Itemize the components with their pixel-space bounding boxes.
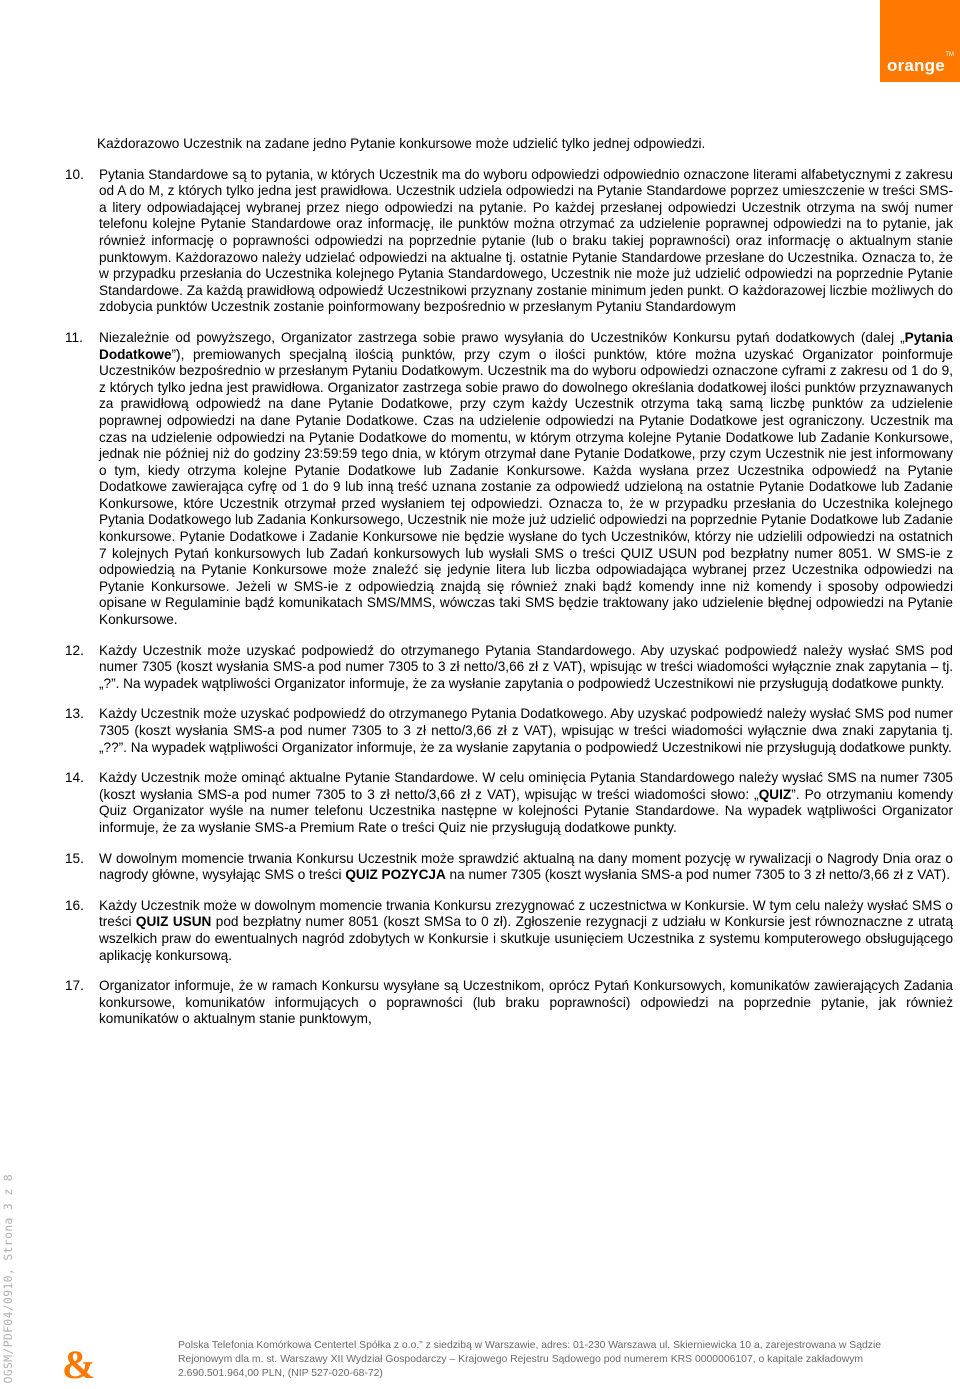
item-number: 16.: [65, 897, 84, 913]
document-body: [65, 136, 953, 1042]
item-text: W dowolnym momencie trwania Konkursu Uczestnik może sprawdzić aktualną na dany moment pozycję w rywalizacji o Nagrody Dnia oraz o nagrody główne, wysyłając SMS o treści QUIZ POZYCJA na numer 7305 (koszt wysłania SMS-a pod numer 7305 to 3 zł netto/3,66 zł z VAT).: [99, 850, 953, 883]
item-number: 17.: [65, 978, 84, 994]
item-number: 11.: [65, 329, 83, 345]
footer-line: Rejonowym dla m. st. Warszawy XII Wydział Gospodarczy – Krajowego Rejestru Sądowego pod numerem KRS 0000006107, o kapitale zakładowym: [178, 1354, 864, 1366]
ampersand-logo-icon: [60, 1344, 104, 1384]
company-footer: [178, 1339, 956, 1382]
command-quiz-usun: QUIZ USUN: [135, 914, 212, 930]
svg-text:&: &: [62, 1344, 96, 1384]
item-text: Każdy Uczestnik może uzyskać podpowiedź do otrzymanego Pytania Dodatkowego. Aby uzyskać podpowiedź należy wysłać SMS pod numer 7305 (koszt wysłania SMS-a pod numer 7305 to 3 zł netto/3,66 zł z VAT), wpisując w treści wiadomości wyłącznie dwa znaki zapytania tj. „??”. Na wypadek wątpliwości Organizator informuje, że za wysłanie zapytania o podpowiedź Uczestnikowi nie przysługują dodatkowe punkty.: [99, 706, 953, 755]
item-number: 13.: [65, 706, 84, 722]
orange-logo: [880, 0, 960, 82]
list-item-15: [65, 851, 953, 884]
item-text: Organizator informuje, że w ramach Konkursu wysyłane są Uczestnikom, oprócz Pytań Konkursowych, komunikatów zawierających Zadania konkursowe, komunikatów informujących o poprawności (lub braku poprawności) odpowiedzi na poprzednie pytanie, jak również komunikatów o aktualnym stanie punktowym,: [99, 978, 953, 1027]
list-item-13: [65, 706, 953, 756]
item-number: 10.: [65, 166, 84, 182]
list-item-16: [65, 898, 953, 964]
item-number: 14.: [65, 770, 84, 786]
command-quiz-pozycja: QUIZ POZYCJA: [345, 867, 446, 883]
item-number: 12.: [65, 642, 84, 658]
list-item-12: [65, 643, 953, 693]
footer-line: Polska Telefonia Komórkowa Centertel Spółka z o.o.” z siedzibą w Warszawie, adres: 01-230 Warszawa ul. Skierniewicka 10 a, zarejestrowana w Sądzie: [178, 1340, 882, 1351]
logo-trademark: TM: [945, 52, 954, 58]
document-code-page-number: OGSM/PDF04/0910, Strona 3 z 8: [1, 1173, 15, 1383]
item-text: Niezależnie od powyższego, Organizator zastrzega sobie prawo wysyłania do Uczestników Konkursu pytań dodatkowych (dalej „Pytania Dodatkowe”), premiowanych specjalną ilością punktów, przy czym o ilości punktów, które można uzyskać Organizator poinformuje Uczestników bezpośrednio w przesłanym Pytaniu Dodatkowym. Uczestnik ma do wyboru odpowiedzi oznaczone cyframi z zakresu od 1 do 9, z których tylko jedna jest prawidłowa. Organizator zastrzega sobie prawo do dowolnego określania dodatkowej ilości punktów przyznawanych za prawidłową odpowiedź na dane Pytanie Dodatkowe, przy czym każdy Uczestnik otrzyma taką samą liczbę punktów za udzielenie poprawnej odpowiedzi na dane Pytanie Dodatkowe. Czas na udzielenie odpowiedzi na Pytanie Dodatkowe jest ograniczony. Uczestnik ma czas na udzielenie odpowiedzi na Pytanie Dodatkowe do momentu, w którym otrzyma kolejne Pytanie Dodatkowe lub Zadanie Konkursowe, jednak nie później niż do godziny 23:59:59 tego dnia, w którym otrzymał dane Pytanie Dodatkowe, przy czym Uczestnik nie jest informowany o tym, kiedy otrzyma kolejne Pytanie Dodatkowe lub Zadanie Konkursowe. Każda wysłana przez Uczestnika odpowiedź na Pytanie Dodatkowe zawierająca cyfrę od 1 do 9 lub inną treść uznana zostanie za odpowiedź udzieloną na ostatnie Pytanie Dodatkowe lub Zadanie Konkursowe, które Uczestnik otrzymał przed wysłaniem tej odpowiedzi. Oznacza to, że w przypadku przesłania do Uczestnika kolejnego Pytania Dodatkowego lub Zadania Konkursowego, Uczestnik nie może już udzielić odpowiedzi na poprzednie Pytanie Dodatkowe lub Zadanie konkursowe. Pytanie Dodatkowe i Zadanie Konkursowe nie będzie wysłane do tych Uczestników, którzy nie udzielili odpowiedzi na ostatnich 7 kolejnych Pytań konkursowych lub Zadań konkursowych lub wysłali SMS o treści QUIZ USUN pod bezpłatny numer 8051. W SMS-ie z odpowiedzią na Pytanie Konkursowe może znaleźć się jedynie litera lub liczba odpowiadająca wybranej przez Uczestnika odpowiedzi na Pytanie Konkursowe. Jeżeli w SMS-ie z odpowiedzią znajdą się również znaki bądź komendy inne niż komendy i sposoby odpowiedzi opisane w Regulaminie bądź komunikatach SMS/MMS, wówczas taki SMS będzie traktowany jako udzielenie błędnej odpowiedzi na Pytanie Konkursowe.: [99, 329, 953, 628]
list-item-17: [65, 978, 953, 1028]
list-item-10: [65, 167, 953, 316]
footer-line: 2.690.501.964,00 PLN, (NIP 527-020-68-72): [178, 1368, 383, 1380]
list-item-11: [65, 330, 953, 629]
term-pytania-dodatkowe: Pytania Dodatkowe: [99, 329, 953, 362]
item-text: Każdy Uczestnik może w dowolnym momencie trwania Konkursu zrezygnować z uczestnictwa w Konkursie. W tym celu należy wysłać SMS o treści QUIZ USUN pod bezpłatny numer 8051 (koszt SMSa to 0 zł). Zgłoszenie rezygnacji z udziału w Konkursie jest równoznaczne z utratą wszelkich praw do ewentualnych nagród zdobytych w Konkursie i skutkuje usunięciem Uczestnika z systemu komputerowego obsługującego aplikację konkursową.: [99, 897, 954, 963]
item-text: Pytania Standardowe są to pytania, w których Uczestnik ma do wyboru odpowiedzi odpowiednio oznaczone literami alfabetycznymi z zakresu od A do M, z których tylko jedna jest prawidłowa. Uczestnik udziela odpowiedzi na Pytanie Standardowe poprzez umieszczenie w treści SMS-a litery odpowiadającej wybranej przez niego odpowiedzi na pytanie. Po każdej przesłanej odpowiedzi Uczestnik otrzyma na swój numer telefonu kolejne Pytanie Standardowe oraz informację, ile punktów można otrzymać za udzielenie poprawnej odpowiedzi na to pytanie, jak również informację o poprawności odpowiedzi na poprzednie pytanie (lub o braku takiej poprawności) oraz informację o aktualnym stanie punktowym. Każdorazowo należy udzielać odpowiedzi na aktualne tj. ostatnie Pytanie Standardowe przesłane do Uczestnika. Oznacza to, że w przypadku przesłania do Uczestnika kolejnego Pytania Standardowego, Uczestnik nie może już udzielić odpowiedzi na poprzednie Pytanie Standardowe. Za każdą prawidłową odpowiedź Uczestnikowi przyznany zostanie minimum jeden punkt. O każdorazowej liczbie możliwych do zdobycia punktów Uczestnik zostanie poinformowany bezpośrednio w przesłanym Pytaniu Standardowym: [99, 166, 953, 315]
logo-text: orange: [887, 56, 945, 75]
item-number: 15.: [65, 850, 84, 866]
intro-paragraph: Każdorazowo Uczestnik na zadane jedno Pytanie konkursowe może udzielić tylko jednej odpowiedzi.: [97, 136, 706, 151]
item-text: Każdy Uczestnik może ominąć aktualne Pytanie Standardowe. W celu ominięcia Pytania Standardowego należy wysłać SMS na numer 7305 (koszt wysłania SMS-a pod numer 7305 to 3 zł netto/3,66 zł z VAT), wpisując w treści wiadomości słowo: „QUIZ”. Po otrzymaniu komendy Quiz Organizator wyśle na numer telefonu Uczestnika następne w kolejności Pytanie Standardowe. Na wypadek wątpliwości Organizator informuje, że za wysłanie SMS-a Premium Rate o treści Quiz nie przysługują dodatkowe punkty.: [99, 770, 953, 835]
list-item-14: [65, 770, 953, 836]
item-text: Każdy Uczestnik może uzyskać podpowiedź do otrzymanego Pytania Standardowego. Aby uzyskać podpowiedź należy wysłać SMS pod numer 7305 (koszt wysłania SMS-a pod numer 7305 to 3 zł netto/3,66 zł z VAT), wpisując w treści wiadomości wyłącznie znak zapytania – tj. „?”. Na wypadek wątpliwości Organizator informuje, że za wysłanie zapytania o podpowiedź Uczestnikowi nie przysługują dodatkowe punkty.: [99, 642, 953, 691]
command-quiz: QUIZ: [758, 786, 792, 802]
